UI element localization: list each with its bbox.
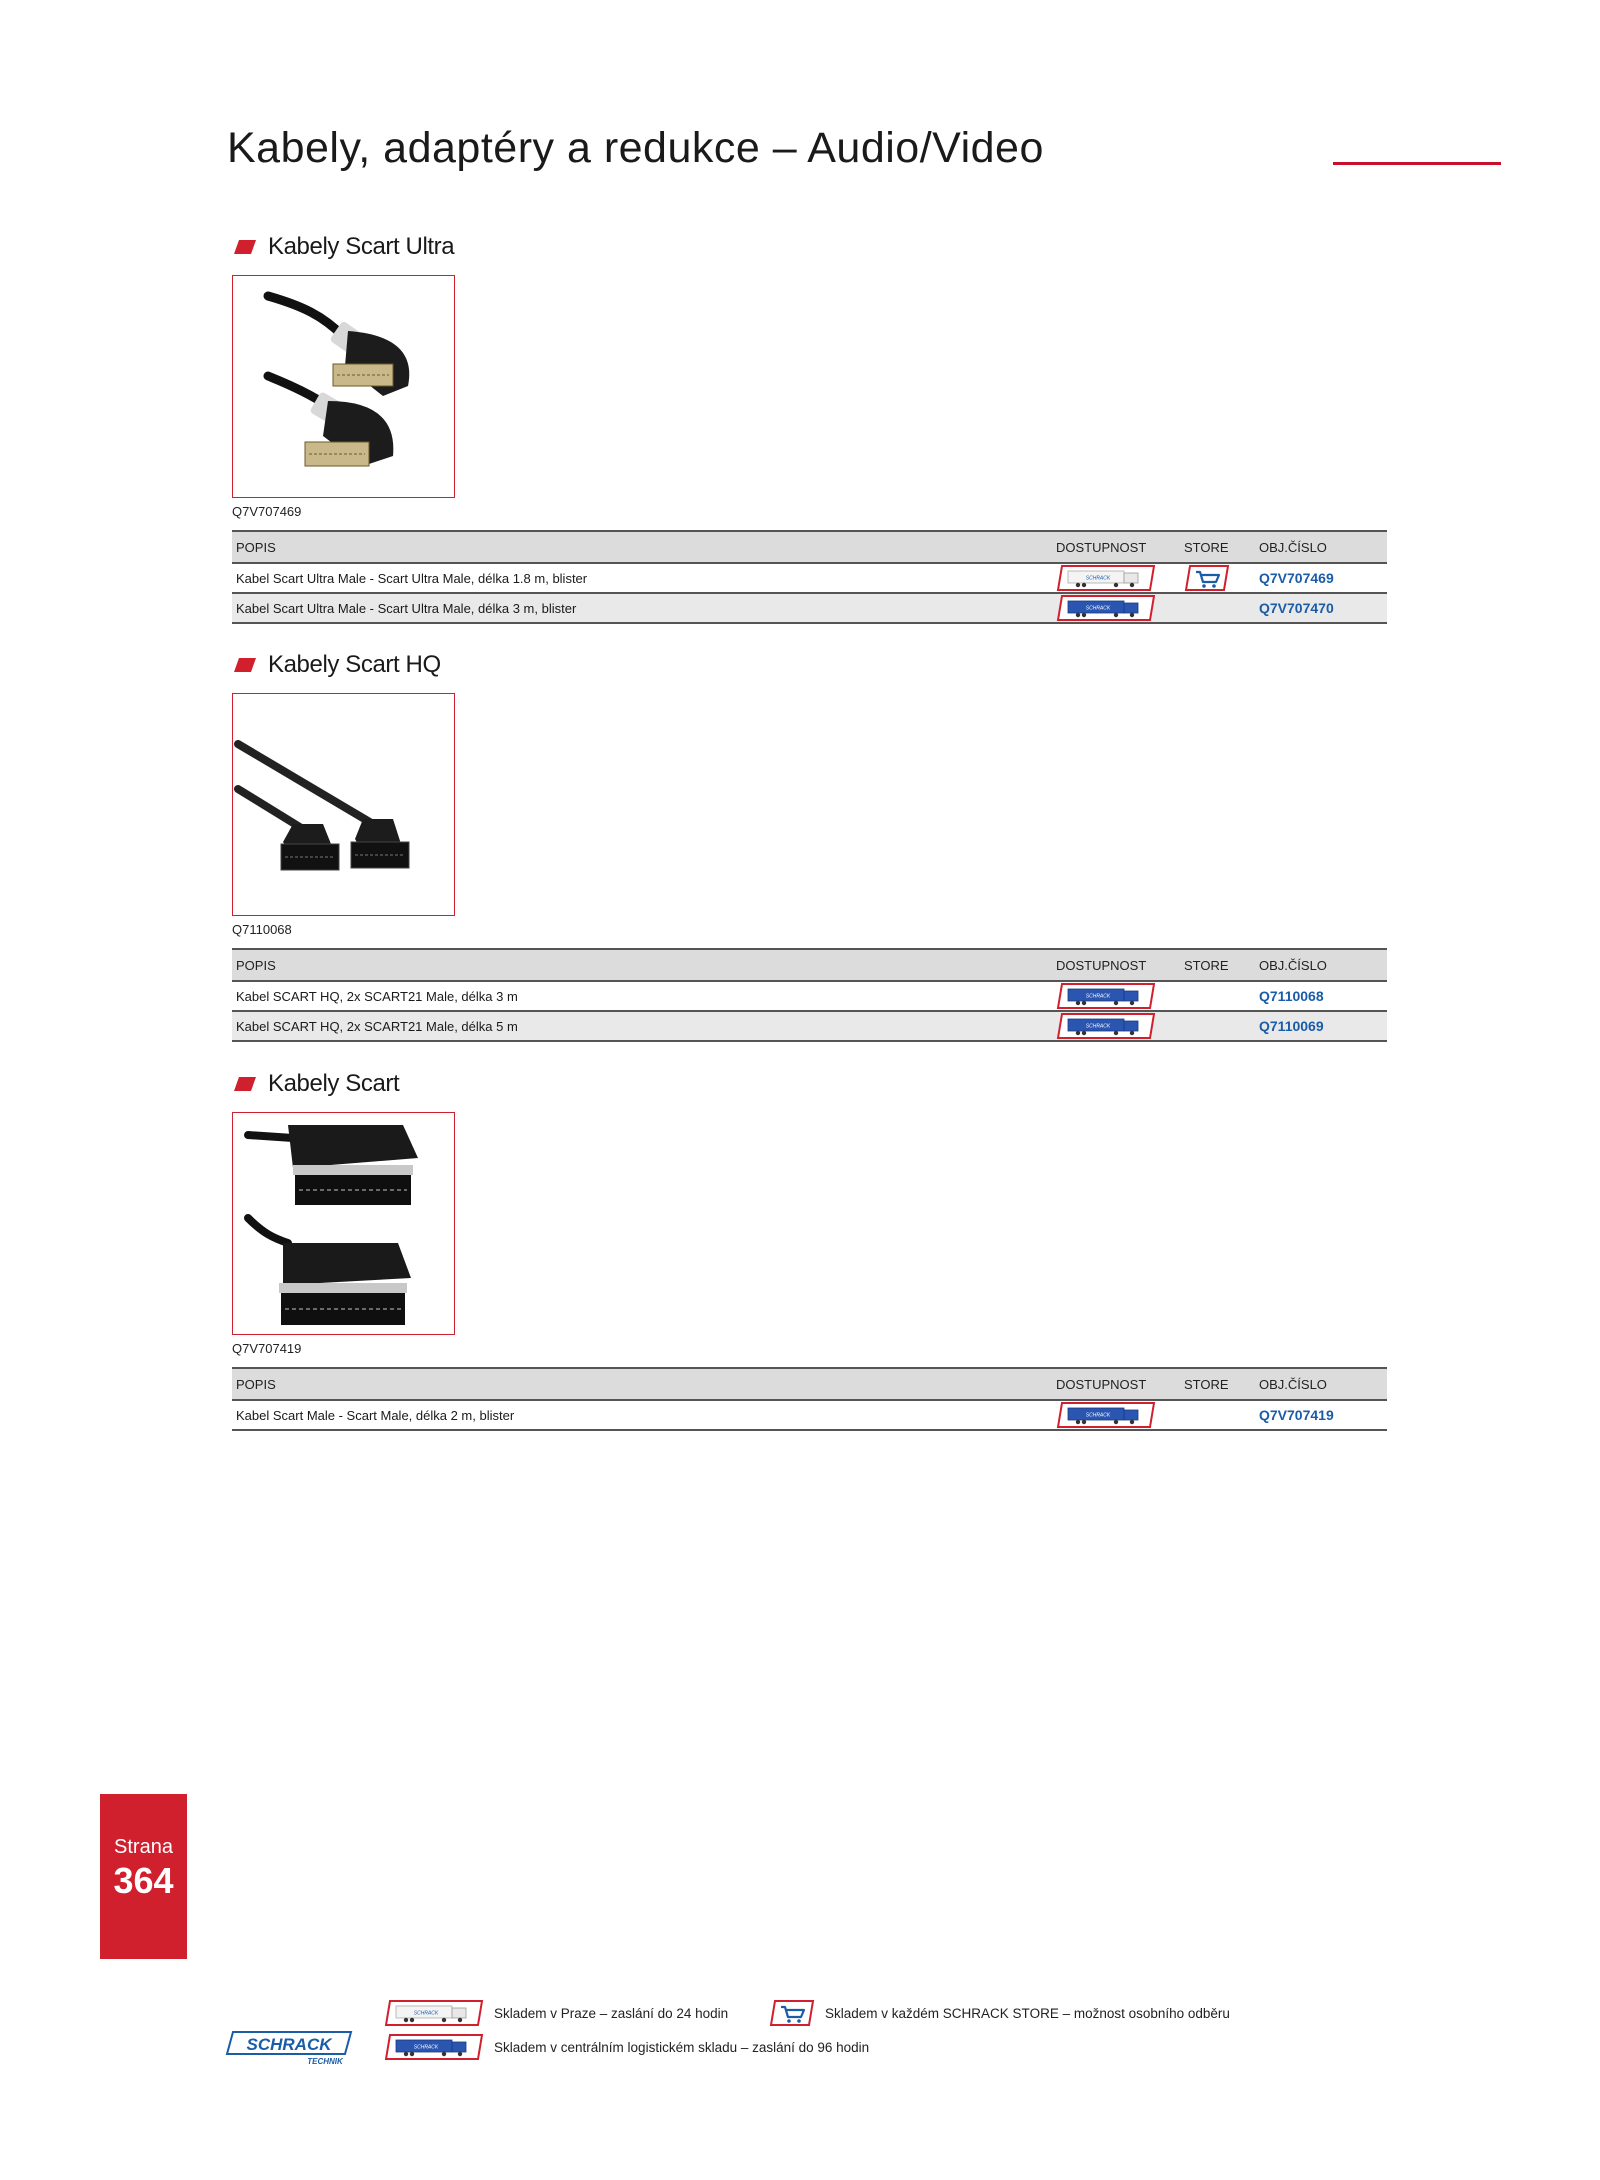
blue-truck-icon xyxy=(384,2034,484,2060)
header-description: POPIS xyxy=(232,949,1052,981)
white-truck-icon xyxy=(384,2000,484,2026)
row-store xyxy=(1180,1400,1255,1430)
table-row xyxy=(232,1400,1387,1430)
product-image-scart xyxy=(232,1112,455,1335)
legend-text: Skladem v centrálním logistickém skladu – zaslání do 96 hodin xyxy=(494,2039,870,2055)
header-store: STORE xyxy=(1180,1368,1255,1400)
section-heading-text: Kabely Scart xyxy=(268,1070,400,1097)
table-header-row xyxy=(232,531,1387,563)
table-row xyxy=(232,1011,1387,1041)
row-description: Kabel SCART HQ, 2x SCART21 Male, délka 5 m xyxy=(232,1011,1052,1041)
blue-truck-icon xyxy=(1056,983,1156,1009)
page-number-tab xyxy=(100,1794,187,1959)
legend xyxy=(384,2000,1384,2080)
row-store xyxy=(1180,1011,1255,1041)
product-table xyxy=(232,948,1387,1042)
heading-marker-icon xyxy=(234,1077,256,1091)
section-heading xyxy=(232,229,1387,265)
row-store xyxy=(1180,981,1255,1011)
scart-cable-image xyxy=(233,1113,453,1333)
header-store: STORE xyxy=(1180,949,1255,981)
table-header-row xyxy=(232,1368,1387,1400)
legend-item-prague xyxy=(384,2000,728,2026)
table-row xyxy=(232,981,1387,1011)
white-truck-icon xyxy=(1056,565,1156,591)
heading-marker-icon xyxy=(234,240,256,254)
schrack-logo-icon xyxy=(225,2030,353,2066)
image-caption: Q7V707419 xyxy=(232,1341,302,1356)
header-availability: DOSTUPNOST xyxy=(1052,1368,1180,1400)
schrack-logo xyxy=(225,2030,353,2071)
section-heading xyxy=(232,1066,1387,1102)
cart-icon xyxy=(769,2000,815,2026)
page-title: Kabely, adaptéry a redukce – Audio/Video xyxy=(227,124,1044,172)
blue-truck-icon xyxy=(1056,1402,1156,1428)
header-description: POPIS xyxy=(232,1368,1052,1400)
row-availability xyxy=(1052,1400,1180,1430)
row-availability xyxy=(1052,563,1180,593)
row-code[interactable]: Q7V707469 xyxy=(1255,563,1387,593)
row-code[interactable]: Q7V707470 xyxy=(1255,593,1387,623)
row-description: Kabel Scart Male - Scart Male, délka 2 m, blister xyxy=(232,1400,1052,1430)
product-table xyxy=(232,1367,1387,1431)
logo-name: SCHRACK xyxy=(246,2035,332,2054)
blue-truck-icon xyxy=(1056,595,1156,621)
legend-text: Skladem v Praze – zaslání do 24 hodin xyxy=(494,2005,729,2021)
header-availability: DOSTUPNOST xyxy=(1052,949,1180,981)
product-table xyxy=(232,530,1387,624)
page-number: 364 xyxy=(113,1860,174,1901)
header-order-number: OBJ.ČÍSLO xyxy=(1255,949,1387,981)
header-order-number: OBJ.ČÍSLO xyxy=(1255,1368,1387,1400)
row-store xyxy=(1180,593,1255,623)
section-scart-ultra xyxy=(232,229,1387,624)
cart-icon xyxy=(1184,565,1230,591)
row-availability xyxy=(1052,981,1180,1011)
section-scart-hq xyxy=(232,647,1387,1042)
row-code[interactable]: Q7V707419 xyxy=(1255,1400,1387,1430)
legend-item-store xyxy=(769,2000,1230,2026)
scart-hq-cable-image xyxy=(233,694,453,914)
image-caption: Q7110068 xyxy=(232,922,292,937)
row-description: Kabel Scart Ultra Male - Scart Ultra Male, délka 1.8 m, blister xyxy=(232,563,1052,593)
row-description: Kabel Scart Ultra Male - Scart Ultra Male, délka 3 m, blister xyxy=(232,593,1052,623)
image-caption: Q7V707469 xyxy=(232,504,302,519)
row-store xyxy=(1180,563,1255,593)
product-image-scart-ultra xyxy=(232,275,455,498)
table-header-row xyxy=(232,949,1387,981)
section-heading xyxy=(232,647,1387,683)
title-rule xyxy=(1333,162,1501,165)
row-availability xyxy=(1052,593,1180,623)
row-code[interactable]: Q7110068 xyxy=(1255,981,1387,1011)
heading-marker-icon xyxy=(234,658,256,672)
section-heading-text: Kabely Scart Ultra xyxy=(268,233,455,260)
page-tab-label: Strana xyxy=(114,1836,173,1858)
header-description: POPIS xyxy=(232,531,1052,563)
table-row xyxy=(232,593,1387,623)
blue-truck-icon xyxy=(1056,1013,1156,1039)
header-order-number: OBJ.ČÍSLO xyxy=(1255,531,1387,563)
row-description: Kabel SCART HQ, 2x SCART21 Male, délka 3 m xyxy=(232,981,1052,1011)
header-availability: DOSTUPNOST xyxy=(1052,531,1180,563)
row-availability xyxy=(1052,1011,1180,1041)
legend-item-central xyxy=(384,2034,869,2060)
table-row xyxy=(232,563,1387,593)
logo-sub: TECHNIK xyxy=(307,2057,343,2066)
legend-text: Skladem v každém SCHRACK STORE – možnost osobního odběru xyxy=(825,2005,1230,2021)
section-scart xyxy=(232,1066,1387,1431)
product-image-scart-hq xyxy=(232,693,455,916)
row-code[interactable]: Q7110069 xyxy=(1255,1011,1387,1041)
header-store: STORE xyxy=(1180,531,1255,563)
scart-ultra-cable-image xyxy=(233,276,453,496)
section-heading-text: Kabely Scart HQ xyxy=(268,651,441,678)
